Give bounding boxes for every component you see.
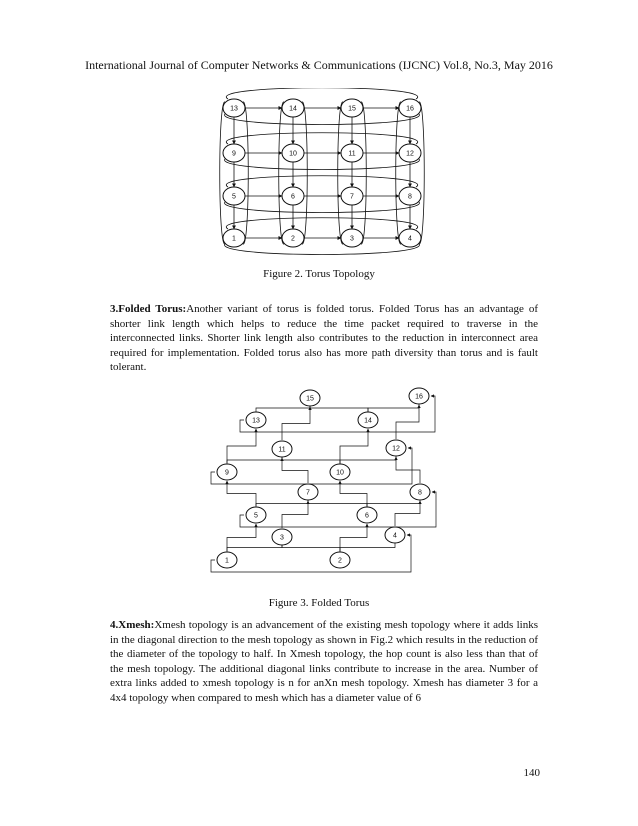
folded-node-label-12: 12 — [392, 445, 400, 453]
xmesh-text: Xmesh topology is an advancement of the existing mesh topology where it adds links in the diagonal direction to the mesh topology as shown in Fig.2 which results in the reduction of the diameter of the topology to half. In Xmesh topology, the hop count is also less than that of the mesh topology. The additional diagonal links contribute to increase in the area. Number of extra links added to xmesh topology is n for anXn mesh topology. Xmesh has diameter 3 for a 4x4 topology when compared to mesh which has a diameter value of 6 — [110, 619, 538, 704]
folded-node-label-3: 3 — [280, 534, 284, 542]
torus-wrap-row-top — [226, 88, 417, 99]
torus-node-label-12: 12 — [406, 150, 414, 158]
folded-torus-paragraph — [110, 302, 538, 375]
torus-wrap-column-right — [419, 102, 424, 244]
torus-wrap-column-left — [220, 102, 225, 244]
folded-torus-heading: 3.Folded Torus: — [110, 303, 187, 315]
folded-row-wrap — [240, 489, 436, 527]
folded-column-link — [340, 429, 368, 463]
folded-row-wrap — [240, 393, 435, 432]
torus-node-label-10: 10 — [289, 150, 297, 158]
torus-node-label-2: 2 — [291, 235, 295, 243]
torus-wrap-column-right — [243, 102, 248, 244]
folded-column-link — [396, 457, 420, 483]
figure-folded-torus — [205, 380, 445, 580]
folded-column-link — [227, 481, 256, 506]
folded-column-link — [282, 407, 310, 440]
folded-torus-text: Another variant of torus is folded torus. Folded Torus has an advantage of shorter link length which helps to reduce the time packet required to traverse in the interconnected links. Shorter link length also contributes to the reduction in interconnect area required for implementation. Folded torus also has more path diversity than torus and is fault tolerant. — [110, 303, 538, 373]
folded-node-label-4: 4 — [393, 532, 397, 540]
folded-column-link — [282, 501, 308, 528]
torus-node-label-6: 6 — [291, 193, 295, 201]
torus-node-label-16: 16 — [406, 105, 414, 113]
torus-node-label-14: 14 — [289, 105, 297, 113]
torus-node-label-4: 4 — [408, 235, 412, 243]
torus-wrap-row-top — [226, 176, 417, 187]
folded-node-label-6: 6 — [365, 512, 369, 520]
folded-node-label-2: 2 — [338, 557, 342, 565]
folded-node-label-14: 14 — [364, 417, 372, 425]
folded-node-label-16: 16 — [415, 393, 423, 401]
folded-node-label-15: 15 — [306, 395, 314, 403]
folded-column-link — [227, 524, 256, 551]
torus-wrap-row-top — [226, 133, 417, 144]
figure-torus-topology — [212, 88, 448, 258]
torus-wrap-row-bottom — [225, 114, 420, 125]
torus-wrap-column-left — [279, 102, 284, 244]
torus-node-label-8: 8 — [408, 193, 412, 201]
torus-node-label-5: 5 — [232, 193, 236, 201]
folded-column-link — [340, 524, 367, 551]
folded-column-link — [340, 481, 367, 506]
xmesh-heading: 4.Xmesh: — [110, 619, 155, 631]
torus-node-label-1: 1 — [232, 235, 236, 243]
folded-row-wrap — [211, 532, 411, 572]
xmesh-paragraph — [110, 618, 538, 705]
folded-column-link — [282, 458, 308, 483]
torus-wrap-column-left — [338, 102, 343, 244]
folded-node-label-9: 9 — [225, 469, 229, 477]
folded-node-label-7: 7 — [306, 489, 310, 497]
torus-node-label-13: 13 — [230, 105, 238, 113]
folded-node-label-13: 13 — [252, 417, 260, 425]
torus-node-label-9: 9 — [232, 150, 236, 158]
folded-column-link — [395, 501, 420, 526]
torus-node-label-15: 15 — [348, 105, 356, 113]
folded-node-label-5: 5 — [254, 512, 258, 520]
figure-3-caption: Figure 3. Folded Torus — [268, 597, 370, 609]
folded-row-wrap — [211, 445, 412, 484]
torus-node-label-11: 11 — [348, 150, 356, 158]
torus-wrap-row-bottom — [225, 202, 420, 213]
torus-node-label-7: 7 — [350, 193, 354, 201]
folded-node-label-1: 1 — [225, 557, 229, 565]
torus-wrap-row-top — [226, 218, 417, 229]
torus-wrap-row-bottom — [225, 159, 420, 170]
folded-node-label-8: 8 — [418, 489, 422, 497]
torus-wrap-row-bottom — [225, 244, 420, 255]
folded-node-label-10: 10 — [336, 469, 344, 477]
torus-wrap-column-left — [396, 102, 401, 244]
folded-column-link — [227, 429, 256, 463]
folded-torus-diagram — [205, 380, 445, 580]
folded-column-link — [396, 405, 419, 439]
folded-node-label-11: 11 — [278, 446, 286, 454]
figure-2-caption: Figure 2. Torus Topology — [263, 268, 375, 280]
torus-node-label-3: 3 — [350, 235, 354, 243]
running-head: International Journal of Computer Networks & Communications (IJCNC) Vol.8, No.3, May 2016 — [85, 58, 553, 72]
torus-wrap-column-right — [302, 102, 307, 244]
torus-diagram — [212, 88, 448, 258]
page-number: 140 — [523, 767, 540, 779]
